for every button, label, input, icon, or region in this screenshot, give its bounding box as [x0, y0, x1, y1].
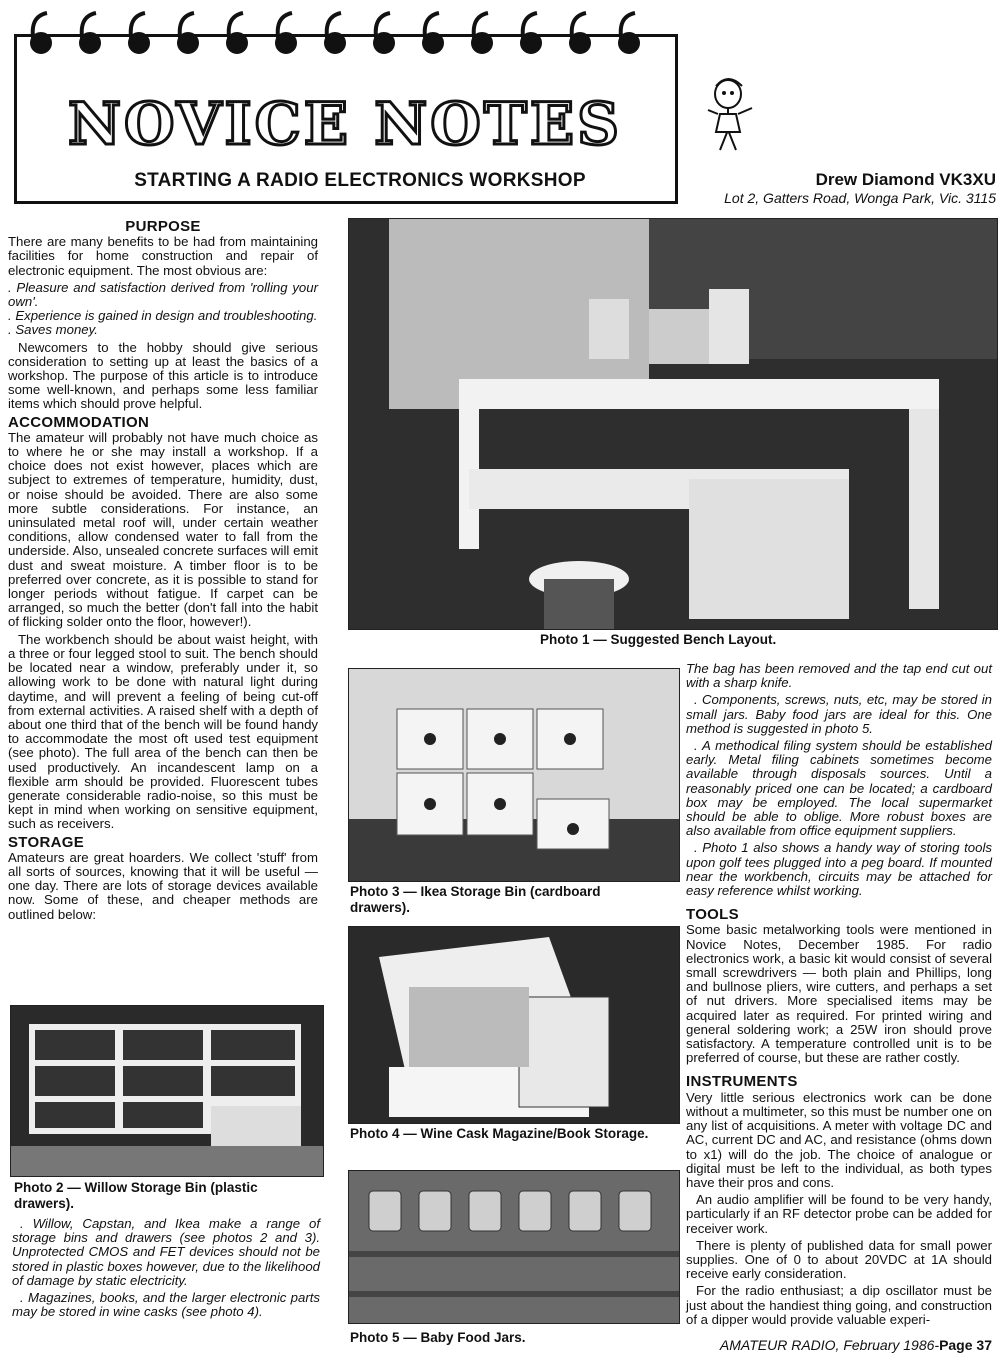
storage-paragraph: Amateurs are great hoarders. We collect 'stuff' from all sorts of sources, knowing that it will be useful — one day. There are lots of storage devices available now. Some of these, and cheaper methods are outlined below: — [8, 849, 318, 922]
storage-heading: STORAGE — [8, 833, 85, 851]
article-title: STARTING A RADIO ELECTRONICS WORKSHOP — [134, 170, 586, 191]
purpose-paragraph: Newcomers to the hobby should give serious consideration to setting up at least the basics of a workshop. The purpose of this article is to introduce some well-known, and perhaps some less familiar items which should prove helpful. — [8, 339, 318, 412]
jars-illustration — [349, 1171, 679, 1323]
photo-2-caption: Photo 2 — Willow Storage Bin (plastic drawers). — [14, 1180, 258, 1211]
author-address: Lot 2, Gatters Road, Wonga Park, Vic. 3115 — [724, 190, 996, 206]
plastic-drawers-illustration — [11, 1006, 323, 1176]
jars-paragraph: . Components, screws, nuts, etc, may be stored in small jars. Baby food jars are ideal for this. One method is suggested in photo 5. — [686, 692, 992, 736]
purpose-point: . Experience is gained in design and troubleshooting. — [8, 308, 318, 324]
instruments-paragraph-2: An audio amplifier will be found to be very handy, particularly if an RF detector probe can be added for receiver work. — [686, 1192, 992, 1236]
workbench-illustration — [349, 219, 997, 629]
left-column — [8, 216, 318, 925]
photo-3-caption: Photo 3 — Ikea Storage Bin (cardboard drawers). — [350, 884, 601, 915]
cartoon-figure-icon — [698, 74, 762, 156]
instruments-paragraph-1: Very little serious electronics work can be done without a multimeter, so this must be number one on any list of acquisitions. A meter with voltage DC and AC, current DC and AC, and resistance (ohms down to x1) will do the job. The choice of analogue or digital must be left to the individual, as both types have their pros and cons. — [686, 1089, 992, 1190]
wine-cask-paragraph: . Magazines, books, and the larger electronic parts may be stored in wine casks (see photo 4). — [12, 1290, 320, 1320]
cardboard-drawers-illustration — [349, 669, 679, 881]
photo-4-caption: Photo 4 — Wine Cask Magazine/Book Storage. — [350, 1126, 649, 1141]
masthead-title: NOVICE NOTES — [67, 90, 622, 158]
photo-5-baby-food-jars — [348, 1170, 680, 1324]
accommodation-paragraph-2: The workbench should be about waist height, with a three or four legged stool to suit. The bench should be located near a window, preferably under it, so allowing work to be done with natural light during daytime, and will prevent a feeling of being cut-off from external activities. A raised shelf with a depth of about one third that of the bench will be found handy to accommodate the most oft used test equipment (see photo). The full area of the bench can then be used productively. An incandescent lamp on a flexible arm should be provided. Fluorescent tubes generate considerable radio-noise, so this must be kept in mind when working on sensitive equipment, such as receivers. — [8, 631, 318, 832]
tools-paragraph: Some basic metalworking tools were mentioned in Novice Notes, December 1985. For radio electronics work, a basic kit would consist of several small screwdrivers — both plain and Phillips, long and bullnose pliers, wire cutters, and perhaps a set of nut drivers. More specialised items may be acquired later as required. For printed wiring and general soldering work; a 25W iron should prove satisfactory. A temperature controlled unit is to be preferred of course, but these are rather costly. — [686, 922, 992, 1066]
instruments-paragraph-4: For the radio enthusiast; a dip oscillator must be just about the handiest thing going, and construction of a dipper would provide valuable experi- — [686, 1283, 992, 1327]
accommodation-paragraph-1: The amateur will probably not have much choice as to where he or she may install a workshop. If a choice does not exist however, places which are subject to extremes of temperature, humidity, dust, or noise should be avoided. There are also some more subtle considerations. For instance, an uninsulated metal roof will, under certain weather conditions, allow condensed water to fall from the underside. Also, unsealed concrete surfaces will emit dust and sweat moisture. A timber floor is to be preferred over concrete, as it is possible to stand for longer periods without fatigue. If carpet can be arranged, so much the better (don't fall into the habit of flicking solder onto the floor, however!). — [8, 429, 318, 630]
photo-1-bench-layout — [348, 218, 998, 630]
page-footer — [720, 1337, 992, 1353]
photo-5-caption: Photo 5 — Baby Food Jars. — [350, 1330, 526, 1345]
photo-3-ikea-bin — [348, 668, 680, 882]
purpose-point: . Saves money. — [8, 322, 98, 338]
peg-board-paragraph: . Photo 1 also shows a handy way of storing tools upon golf tees plugged into a peg board. If mounted near the workbench, circuits may be attached for easy reference whilst working. — [686, 840, 992, 899]
page-number: Page 37 — [939, 1337, 992, 1353]
wine-cask-illustration — [349, 927, 679, 1123]
photo-1-caption: Photo 1 — Suggested Bench Layout. — [540, 632, 777, 647]
purpose-point: . Pleasure and satisfaction derived from 'rolling your own'. — [8, 279, 318, 310]
storage-bins-paragraph: . Willow, Capstan, and Ikea make a range of storage bins and drawers (see photos 2 and 3). Unprotected CMOS and FET devices should not be stored in plastic boxes however, due to the likelihood of damage by static electricity. — [12, 1216, 320, 1288]
left-column-bottom — [12, 1217, 320, 1322]
author-name: Drew Diamond VK3XU — [815, 170, 996, 189]
purpose-intro: There are many benefits to be had from maintaining facilities for home construction and repair of electronic equipment. The most obvious are: — [8, 234, 318, 278]
right-column — [686, 662, 992, 1330]
photo-2-willow-bin — [10, 1005, 324, 1177]
publication-line: AMATEUR RADIO, February 1986- — [719, 1337, 940, 1353]
spiral-binding — [17, 3, 675, 73]
accommodation-heading: ACCOMMODATION — [8, 413, 150, 431]
tools-heading: TOOLS — [686, 906, 739, 924]
photo-4-wine-cask — [348, 926, 680, 1124]
instruments-heading: INSTRUMENTS — [686, 1073, 798, 1091]
instruments-paragraph-3: There is plenty of published data for small power supplies. One of 0 to about 20VDC at 1A should receive early consideration. — [686, 1237, 992, 1282]
cask-note-paragraph: The bag has been removed and the tap end cut out with a sharp knife. — [686, 661, 992, 691]
filing-paragraph: . A methodical filing system should be established early. Metal filing cabinets sometimes become available through disposals sources. Until a reasonably priced one can be located; a cardboard box may be employed. The local supermarket should be able to oblige. More robust boxes are also available from office equipment suppliers. — [686, 738, 992, 839]
purpose-heading: PURPOSE — [125, 218, 201, 235]
